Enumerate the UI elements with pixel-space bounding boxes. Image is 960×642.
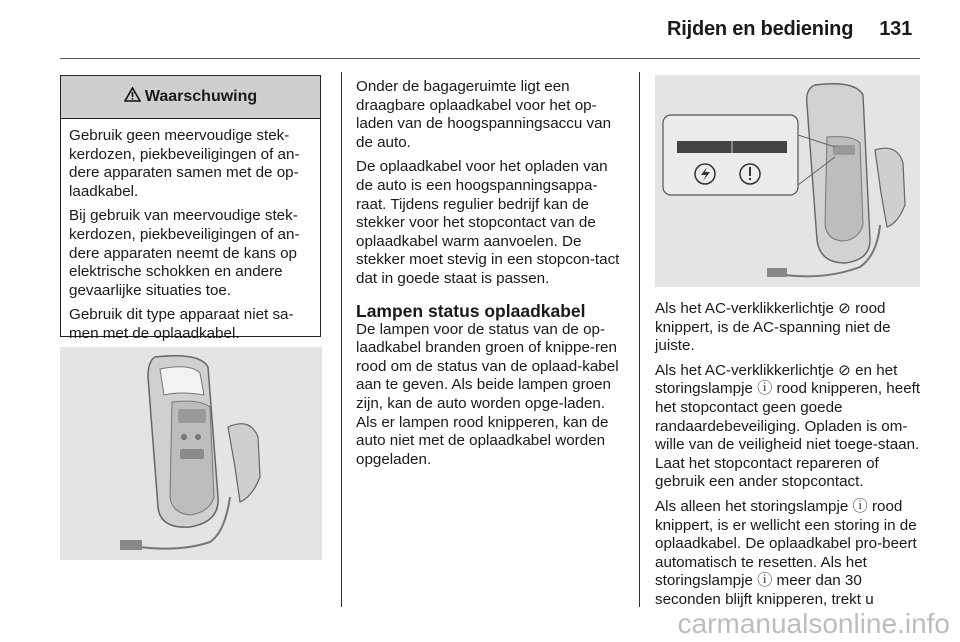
- column-divider: [639, 72, 640, 607]
- body-paragraph: [655, 498, 923, 610]
- text-run: Als het AC-verklikkerlichtje: [655, 300, 839, 317]
- body-paragraph: De oplaadkabel voor het opladen van de auto is een hoogspanningsappa-raat. Tijdens regulier bedrijf kan de stekker voor het stopcontact van de oplaadkabel warm aanvoelen. De stekker moet stevig in een stopcon-tact dat in goede staat is passen.: [356, 158, 620, 287]
- body-paragraph: Onder de bagageruimte ligt een draagbare oplaadkabel voor het op-laden van de hoogspanningsaccu van de auto.: [356, 78, 612, 151]
- text-run: rood knippert, is er wellicht een storing in de oplaadkabel. De oplaadkabel pro-beert automatisch te resetten. Als het storingslampje: [655, 497, 917, 590]
- body-paragraph: De lampen voor de status van de op-laadkabel branden groen of knippe-ren rood om de status van de oplaad-kabel aan te geven. Als beide lampen groen zijn, kan de auto worden opge-laden. Als er lampen rood knipperen, kan de auto niet met de oplaadkabel worden opgeladen.: [356, 320, 619, 468]
- page-header: [667, 18, 912, 41]
- body-paragraph: [655, 300, 923, 356]
- section-heading: Lampen status oplaadkabel: [356, 300, 586, 321]
- warning-title: Waarschuwing: [144, 88, 258, 105]
- text-run: rood knippert, is de AC-spanning niet de juiste.: [655, 300, 891, 355]
- warning-box: [60, 75, 321, 342]
- status-lights-illustration: [655, 75, 920, 287]
- text-column-middle: [356, 78, 624, 475]
- warning-triangle-icon: [124, 87, 141, 107]
- text-run: Als alleen het storingslampje: [655, 497, 853, 515]
- page-number: 131: [879, 18, 912, 40]
- warning-header: [61, 76, 320, 119]
- text-run: Als het AC-verklikkerlichtje: [655, 361, 839, 379]
- fault-indicator-icon: ⓘ: [852, 497, 868, 515]
- warning-paragraph: Gebruik dit type apparaat niet sa-men met de oplaadkabel.: [69, 306, 294, 342]
- text-column-right: [655, 300, 923, 616]
- column-divider: [341, 72, 342, 607]
- text-run: rood knipperen, heeft het stopcontact geen goede randaardebeveiliging. Opladen is om-wille van de veiligheid niet toege-staan. Laat het stopcontact repareren of gebruik een ander stopcontact.: [655, 380, 921, 491]
- fault-indicator-icon: ⓘ: [757, 380, 773, 398]
- page-title: Rijden en bediening: [667, 18, 854, 40]
- ac-indicator-icon: ⊘: [838, 361, 851, 379]
- body-paragraph: [655, 362, 923, 492]
- header-divider: [60, 58, 920, 59]
- watermark: carmanualsonline.info: [677, 608, 950, 639]
- ac-indicator-icon: ⊘: [838, 300, 851, 317]
- warning-paragraph: Bij gebruik van meervoudige stek-kerdozen, piekbeveiligingen of an-dere apparaten neemt de kans op elektrische schokken en andere gevaarlijke situaties toe.: [69, 207, 300, 299]
- warning-paragraph: Gebruik geen meervoudige stek-kerdozen, piekbeveiligingen of an-dere apparaten samen met de op-laadkabel.: [69, 127, 300, 200]
- text-run: en het storingslampje: [655, 361, 898, 398]
- fault-indicator-icon: ⓘ: [757, 572, 773, 590]
- text-run: meer dan 30 seconden blijft knipperen, trekt u: [655, 572, 874, 608]
- charging-cable-illustration: [60, 347, 322, 560]
